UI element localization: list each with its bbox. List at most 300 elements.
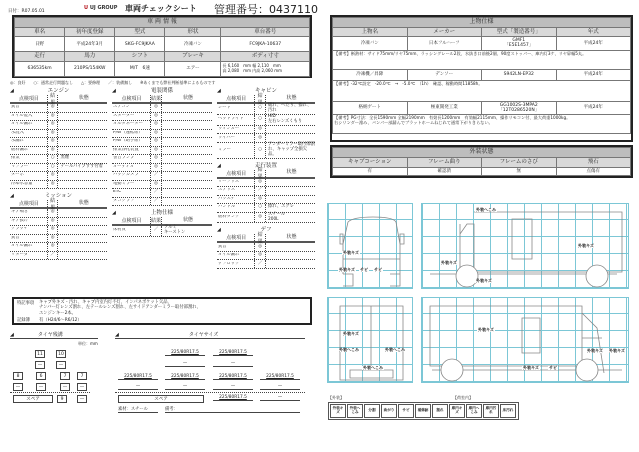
col-result: 結果	[254, 170, 266, 177]
vehicle-info-title: 車 両 情 報	[15, 18, 310, 28]
damage-legend	[328, 402, 519, 420]
legend-item: サビ	[398, 404, 414, 418]
col-item: 点検項目	[226, 96, 247, 102]
check-row	[112, 198, 212, 207]
upper-cell: 平成24年	[556, 69, 631, 80]
check-item: ワイパー	[218, 135, 235, 140]
check-row	[217, 252, 315, 261]
notes-label: 特記事項	[17, 301, 35, 306]
upper-cell: 冷凍バン	[333, 37, 408, 50]
check-item: 異音	[11, 235, 20, 240]
check-item: タコグラフ	[113, 198, 135, 203]
col-result: 結果	[47, 95, 59, 102]
check-state: HID 左右レンズくもり	[267, 113, 303, 124]
header-year: 年式	[556, 27, 631, 36]
section-title: ◢ 電装関係	[112, 88, 173, 94]
check-result: ○	[47, 164, 59, 172]
shape: 冷凍バン	[165, 37, 221, 52]
truck-front-outline	[328, 204, 414, 290]
upper-cell: 平成24年	[556, 101, 631, 114]
damage-label: 外装キズ	[478, 327, 494, 332]
legend-item: 分割	[364, 404, 380, 418]
check-row	[112, 226, 212, 237]
check-item: ギア抜け	[11, 218, 29, 223]
check-result: ◎	[47, 172, 59, 180]
check-item: 水漏れ	[11, 139, 24, 144]
notes-box	[12, 297, 312, 325]
col-state: 状態	[182, 216, 193, 223]
check-row	[217, 196, 315, 205]
legend-item: 外装へこみ	[347, 404, 363, 418]
brake: エアー	[165, 61, 221, 76]
legend-repair: △：要修理	[81, 80, 101, 85]
frame-rust: 無	[482, 167, 557, 175]
tire-size-rear-4: 225/80R17.5	[260, 374, 300, 380]
legend-ok: ○：通常走行問題なし	[33, 80, 73, 85]
legend-item: 庫内汚れ	[483, 404, 499, 418]
tire-size-rear-3: 225/80R17.5	[213, 374, 253, 380]
upper-cell: デンソー	[407, 69, 482, 80]
check-state: 擦れ、エグレ	[267, 204, 295, 210]
check-item: バックカメラ	[113, 173, 139, 178]
header-brake: ブレーキ	[165, 52, 221, 61]
col-result: 結果	[151, 218, 162, 224]
check-result: ◎	[150, 121, 162, 129]
check-result: ／	[150, 198, 162, 206]
col-item: 点検項目	[18, 96, 39, 102]
sheet-title: 車両チェックシート	[125, 4, 197, 13]
check-result: ◎	[47, 138, 59, 146]
section-title: ◢ エンジン	[10, 88, 70, 94]
check-row	[112, 155, 212, 164]
tire-size-front-right-sub: —	[213, 361, 253, 367]
tire-size-spare-sub: —	[260, 395, 300, 401]
check-result: ◎	[254, 196, 266, 204]
check-state: 破れ、へたり、擦れ、汚れ	[267, 103, 312, 113]
damage-label: サビ	[360, 267, 368, 272]
check-result: ◎	[47, 218, 59, 226]
truck-rear-outline	[328, 298, 414, 384]
tire-size-rear-4-sub: —	[260, 384, 300, 390]
check-item: リーフサス	[218, 179, 240, 184]
check-item: 燃料タンク	[218, 215, 240, 220]
check-row	[217, 115, 315, 126]
cab-caution: 有	[333, 167, 408, 175]
check-row	[112, 189, 212, 198]
check-item: 異音	[218, 244, 227, 249]
check-item: デフロック	[218, 261, 240, 266]
damage-label: 外装キズ	[476, 278, 492, 283]
tire-remain-title: ◢ タイヤ残溝	[10, 331, 98, 339]
legend-item: 床汚れ	[500, 404, 516, 418]
tire-front-right: 10	[56, 350, 66, 358]
section-mission	[10, 192, 107, 260]
check-result: ○	[254, 204, 266, 212]
check-row	[112, 113, 212, 122]
check-item: スターター	[113, 113, 135, 118]
check-row	[112, 181, 212, 190]
check-result: ◎	[150, 104, 162, 112]
diagram-right-side	[421, 297, 629, 383]
check-row	[112, 104, 212, 113]
check-result: ◎	[47, 113, 59, 121]
tire-size-spare: 225/80R17.5	[213, 395, 253, 401]
check-result: ／	[254, 187, 266, 195]
damage-label: 外装へこみ	[363, 365, 383, 370]
damage-label: 外装キズ	[578, 243, 594, 248]
check-state: 黒煙	[60, 155, 70, 161]
check-row	[10, 218, 107, 227]
check-row	[10, 113, 107, 122]
check-result: ◎	[47, 104, 59, 112]
col-state: 状態	[78, 199, 89, 206]
check-result: ◎	[150, 155, 162, 163]
damage-label: 外装へこみ	[339, 347, 359, 352]
spare-label: スペア	[13, 395, 53, 403]
check-item: ヘッドライト	[218, 117, 244, 122]
check-item: 電動ミラー	[113, 181, 135, 186]
check-item: パワステ	[218, 196, 235, 201]
upper-cell: 冷凍機／昇降	[333, 69, 408, 80]
check-result: ◎	[47, 130, 59, 138]
header-maker: メーカー	[407, 27, 482, 36]
check-item: P/W（助手席）	[113, 139, 143, 144]
upper-cell: GG1002S-3MPA2 「12T0286520N」	[482, 101, 557, 114]
exterior-table	[330, 145, 633, 178]
check-item: オイル漏れ	[218, 253, 240, 258]
flag-icon: ◢	[217, 88, 221, 94]
spare-remain: 9	[57, 395, 67, 403]
check-row	[10, 130, 107, 139]
col-state: 状態	[182, 94, 193, 101]
legend-interior-label: 【荷室内】	[453, 395, 473, 400]
body-dims: 長 6,160 mm 幅 2,110 mm 高 2,080 mm 内高 2,060 mm	[221, 61, 310, 76]
upper-cell: GMF1 「E5E1457」	[482, 37, 557, 50]
tire-size-rear-2-sub: —	[165, 384, 205, 390]
header-shape: 形状	[165, 27, 221, 36]
col-item: 点検項目	[226, 170, 247, 177]
check-item: マフラー	[11, 164, 29, 169]
section-electric	[112, 87, 212, 206]
check-row	[10, 226, 107, 235]
check-item: ギア鳴き	[11, 210, 29, 215]
check-result: ◎	[254, 213, 266, 223]
inspection-column-2	[112, 87, 212, 237]
car-name: 日野	[15, 37, 65, 52]
check-state: アンダーミラー取付部割れ、キャップ全損欠品。	[267, 141, 315, 157]
col-result: 結果	[254, 95, 266, 102]
check-result: ◎	[47, 235, 59, 243]
tire-rear-1: 8	[13, 372, 23, 380]
header-model: 型式	[115, 27, 165, 36]
header-chip: 飛石	[556, 158, 631, 168]
truck-side-outline	[422, 298, 630, 384]
header-body-dims: ボディ寸寸	[221, 52, 310, 61]
exterior-title: 外装状態	[333, 148, 631, 158]
divider	[115, 392, 305, 393]
check-row	[10, 138, 107, 147]
header-car-name: 車名	[15, 27, 65, 36]
legend-item: 外装キズ	[330, 404, 346, 418]
check-item: 警告ランプ	[113, 156, 135, 161]
check-item: 床材質	[113, 228, 126, 233]
check-row	[217, 143, 315, 159]
flag-icon: ◢	[10, 332, 14, 338]
check-result: ／	[150, 172, 162, 180]
upper-row	[333, 101, 631, 114]
diagram-rear	[327, 297, 413, 383]
tire-rear-4-sub: —	[77, 383, 87, 391]
section-title: ◢ デフ	[217, 227, 272, 234]
check-row	[10, 181, 107, 190]
chassis-no: FC9JKA-10637	[221, 37, 310, 52]
header-mileage: 走行	[15, 52, 65, 61]
check-result: ◎	[47, 121, 59, 129]
check-row	[10, 209, 107, 218]
check-row	[10, 147, 107, 156]
flag-icon: ◢	[112, 210, 116, 216]
header-frame-bend: フレーム曲り	[407, 158, 482, 168]
diagram-left-side	[421, 203, 629, 289]
upper-cell: 極東開発工業	[407, 101, 482, 114]
damage-label: 外装キズ	[343, 250, 359, 255]
legend-exterior-label: 【外装】	[328, 395, 344, 400]
check-row	[10, 252, 107, 261]
inspection-column-1	[10, 87, 107, 260]
check-item: 水混入	[11, 130, 24, 135]
flag-icon: ◢	[10, 193, 14, 199]
wheel-material: 素材：スチール	[118, 406, 158, 413]
tire-size-front-right: 225/80R17.5	[213, 350, 253, 356]
check-state: アルミ キーストン	[164, 225, 186, 235]
inspection-column-3	[217, 87, 315, 269]
header-power: 馬力	[65, 52, 115, 61]
col-result: 結果	[151, 96, 162, 102]
check-result: ◎	[150, 130, 162, 138]
management-number: 管理番号：0437110	[214, 3, 318, 16]
col-result: 結果	[47, 200, 59, 207]
check-row	[10, 155, 107, 164]
chip: 点傷有	[556, 167, 631, 175]
check-row	[10, 164, 107, 173]
legend-none: ／：装備無し	[108, 80, 133, 85]
check-item: 排気浄化装置	[113, 147, 139, 152]
damage-label: 外装へこみ	[476, 207, 496, 212]
result-legend	[10, 80, 320, 86]
check-result: ◎	[150, 147, 162, 155]
section-title: ◢ 走行装置	[217, 162, 277, 169]
check-row	[217, 204, 315, 213]
check-row	[112, 121, 212, 130]
truck-side-outline	[422, 204, 630, 290]
check-row	[217, 260, 315, 269]
check-item: ウィンカー	[218, 127, 240, 132]
model: SKG-FC9JKAA	[115, 37, 165, 52]
tire-size-front-left-sub: —	[165, 361, 205, 367]
tire-rear-2: 6	[36, 372, 46, 380]
check-item: オイル漏れ	[11, 122, 33, 127]
check-result: ／	[254, 260, 266, 268]
flag-icon: ◢	[217, 162, 221, 169]
col-item: 点検項目	[121, 96, 142, 102]
check-item: 冷却水容量	[11, 181, 33, 186]
damage-label: 外装キズ	[441, 260, 457, 265]
damage-label: サビ	[549, 365, 557, 370]
date-label: 日付：R07.05.01	[8, 9, 45, 14]
check-result: ◎	[47, 226, 59, 234]
check-result: ◎	[150, 164, 162, 172]
tire-unit: 単位：mm	[78, 341, 98, 346]
check-item: シート	[218, 106, 231, 111]
header-serial: 型式「製造番号」	[482, 27, 557, 36]
col-state: 状態	[286, 234, 297, 241]
damage-label: 外装キズ	[339, 267, 355, 272]
damage-label: 外装へこみ	[385, 347, 405, 352]
legend-item: 庫内キズ	[449, 404, 465, 418]
col-item: 点検項目	[18, 201, 39, 207]
tire-rear-3-sub: —	[60, 383, 70, 391]
tire-size-rear-3-sub: —	[213, 384, 253, 390]
upper-note: 【備考】-32℃設定 -20.0℃ → -5.0℃ （1h） 確認、稼動時間11858h。	[333, 80, 631, 101]
check-row	[10, 172, 107, 181]
legend-item: 割れ	[432, 404, 448, 418]
check-row	[112, 138, 212, 147]
check-item: エアサス	[218, 188, 236, 193]
legend-good: ◎：良好	[10, 80, 26, 85]
damage-label: 外装キズ	[587, 348, 603, 353]
spare-remain-sub: —	[77, 395, 87, 403]
legend-item: 補修跡	[415, 404, 431, 418]
check-state: スチール 200L	[267, 211, 285, 222]
check-result: ◎	[150, 113, 162, 121]
check-row	[217, 126, 315, 135]
record-label: 記録簿	[17, 318, 30, 324]
upper-cell: 格納ゲート	[333, 101, 408, 114]
check-result: ◎	[47, 209, 59, 217]
check-result: ／	[150, 226, 162, 236]
tire-remarks: 備考：	[165, 406, 300, 413]
power: 210PS/154KW	[65, 61, 115, 76]
check-row	[112, 147, 212, 156]
tire-rear-1-sub: —	[13, 383, 23, 391]
check-row	[112, 164, 212, 173]
damage-label: サビ	[374, 267, 382, 272]
record-value: 有（H24/6〜R6/12）	[39, 318, 82, 324]
check-item: リターダ	[11, 252, 29, 257]
check-item: エアコン	[113, 105, 130, 110]
header-first-reg: 初年度登録	[65, 27, 115, 36]
check-row	[217, 187, 315, 196]
diagram-front	[327, 203, 413, 289]
upper-note: 【備考】PG寸法：全長1590mm 全幅2190mm 有効長1200mm 有効幅2115mm、操作リモコン付、最大荷重1000kg。 右シリンダー滲み、バンパー部錆んでプラットホームねじれて通常下がりきらない。	[333, 114, 631, 133]
check-row	[217, 213, 315, 224]
upper-cell: 日本フルハーフ	[407, 37, 482, 50]
divider	[10, 392, 90, 393]
check-result: ◎	[254, 243, 266, 251]
flag-icon: ◢	[217, 227, 221, 234]
check-row	[217, 179, 315, 188]
shift: M/T 6速	[115, 61, 165, 76]
check-result: ／	[150, 189, 162, 197]
tire-front-right-sub: —	[56, 361, 66, 369]
check-state: テールパイプすす付着	[60, 163, 103, 169]
flag-icon: ◢	[115, 332, 119, 338]
tire-size-rear-1: 225/80R17.5	[118, 374, 158, 380]
check-item: ミラー	[218, 147, 231, 152]
header-cab-caution: キャブコーション	[333, 158, 408, 168]
col-result: 結果	[254, 234, 266, 241]
check-item: 異音	[11, 105, 20, 110]
check-item: オイル混入	[11, 113, 33, 118]
check-row	[10, 243, 107, 252]
check-result: ◎	[254, 134, 266, 142]
upper-cell: S942LN-EP32	[482, 69, 557, 80]
check-result: ○	[254, 104, 266, 114]
flag-icon: ◢	[10, 88, 14, 94]
check-result: ◎	[254, 126, 266, 134]
upper-note: 【備考】断熱材：サイド75mm/リヤ75mm、ラッシングレール2段、水抜き口前後2個、90度ストッパー、庫内灯3ケ、リヤ扉幅5丸。	[333, 50, 631, 69]
tire-rear-3: 7	[60, 372, 70, 380]
check-result: ◎	[47, 181, 59, 189]
check-result: ○	[254, 143, 266, 158]
check-item: ハンドル	[218, 205, 236, 210]
header-frame-rust: フレームのさび	[482, 158, 557, 168]
check-row	[112, 130, 212, 139]
col-state: 状態	[286, 169, 297, 176]
check-result: ◎	[150, 138, 162, 146]
check-item: オーディオ	[113, 164, 135, 169]
section-diff	[217, 226, 315, 269]
section-title: ◢ キャビン	[217, 88, 277, 94]
check-item: クラッチ	[11, 227, 29, 232]
upper-spec-title: 上物仕様	[333, 18, 631, 28]
tire-size-rear-1-sub: —	[118, 384, 158, 390]
check-result: ◎	[254, 179, 266, 187]
check-item: 燃料漏れ	[11, 147, 29, 152]
check-result: ◎	[47, 147, 59, 155]
check-row	[10, 104, 107, 113]
mileage: 636535km	[15, 61, 65, 76]
section-engine	[10, 87, 107, 189]
tire-front-left: 11	[35, 350, 45, 358]
flag-icon: ◢	[112, 88, 116, 94]
tire-size-front-left: 225/80R17.5	[165, 350, 205, 356]
vehicle-info-table	[12, 15, 312, 78]
col-item: 点検項目	[226, 235, 247, 242]
check-result: ○	[47, 155, 59, 163]
section-running	[217, 162, 315, 224]
tire-front-left-sub: —	[35, 361, 45, 369]
legend-item: 庫内へこみ	[466, 404, 482, 418]
check-row	[217, 104, 315, 115]
upper-cell: 平成24年	[556, 37, 631, 50]
section-title: ◢ 上物仕様	[112, 210, 173, 216]
company-logo: U UJ GROUP	[84, 5, 118, 11]
frame-bend: 確認済	[407, 167, 482, 175]
col-state: 状態	[286, 94, 297, 101]
header-shift: シフト	[115, 52, 165, 61]
tire-size-title: ◢ タイヤサイズ	[115, 331, 305, 339]
upper-row	[333, 37, 631, 50]
section-body	[112, 209, 212, 237]
check-row	[217, 243, 315, 252]
check-result: ◎	[254, 252, 266, 260]
legend-note: ※あくまでも弊社判断基準によるものです	[140, 80, 216, 85]
notes-text: キャブ外キズ・汚れ、キャブ内室内灯不灯、インパネポケット欠品、 ナンバー灯レンズ割れ、左テールレンズ割れ、左サイドアンダーミラー取付部割れ、 エンジンキー2本。	[39, 300, 202, 316]
col-item: 点検項目	[121, 218, 142, 224]
check-row	[10, 235, 107, 244]
damage-label: 外装キズ	[523, 365, 539, 370]
